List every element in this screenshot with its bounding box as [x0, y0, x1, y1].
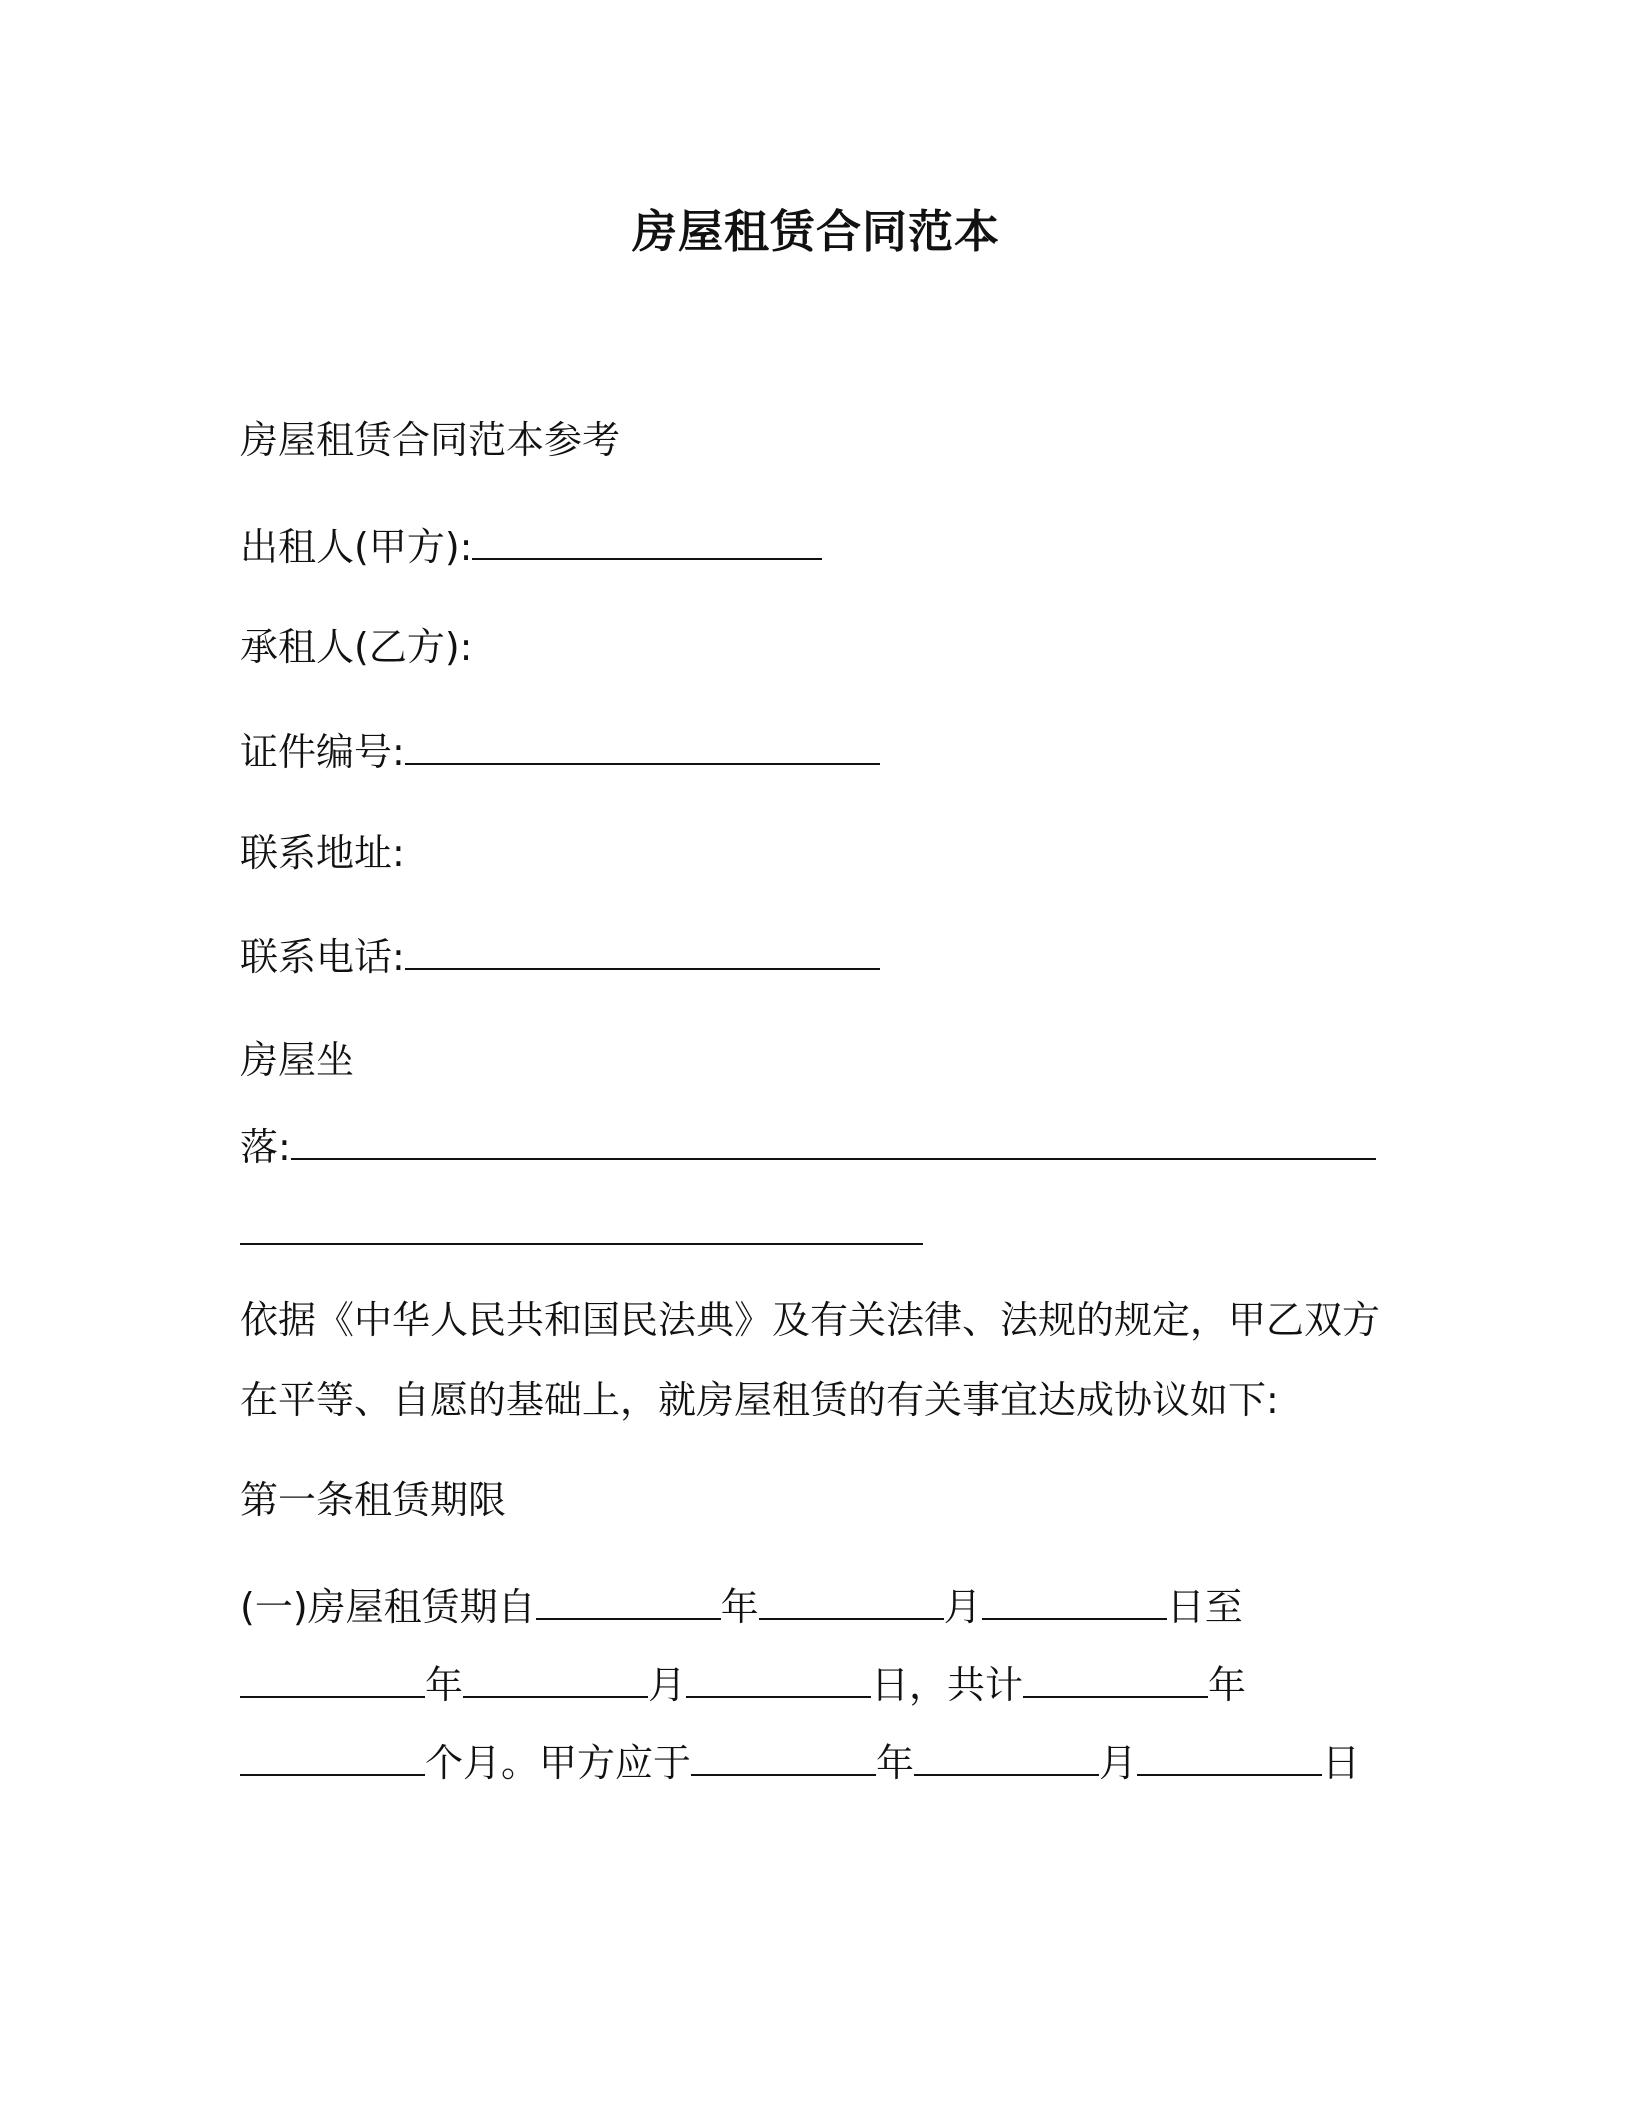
- article1-line-3: [240, 1736, 1360, 1788]
- phone-blank: [405, 930, 880, 970]
- location-field: [240, 1120, 1376, 1172]
- year-text: 年: [1208, 1663, 1247, 1707]
- article1-line-1: [240, 1580, 1243, 1632]
- total-years-blank: [1023, 1658, 1208, 1698]
- location-blank: [291, 1120, 1376, 1160]
- year-text: 年: [876, 1741, 915, 1785]
- start-day-blank: [982, 1580, 1167, 1620]
- id-blank: [405, 725, 880, 765]
- id-field: [240, 725, 880, 777]
- lease-term-start-text: (一)房屋租赁期自: [240, 1585, 536, 1629]
- phone-field: [240, 930, 880, 982]
- start-month-blank: [759, 1580, 944, 1620]
- lessor-blank: [472, 520, 822, 560]
- article1-heading: 第一条租赁期限: [240, 1478, 507, 1522]
- phone-label: 联系电话:: [240, 935, 405, 979]
- lessee-field: [240, 622, 472, 672]
- day-total-text: 日，共计: [871, 1663, 1024, 1707]
- day-to-text: 日至: [1166, 1585, 1243, 1629]
- end-year-blank: [240, 1658, 425, 1698]
- month-text: 月: [648, 1663, 687, 1707]
- lessor-field: [240, 520, 822, 572]
- id-label: 证件编号:: [240, 730, 405, 774]
- start-year-blank: [536, 1580, 721, 1620]
- end-month-blank: [463, 1658, 648, 1698]
- year-text: 年: [425, 1663, 464, 1707]
- address-field: [240, 828, 405, 878]
- deliver-year-blank: [691, 1736, 876, 1776]
- months-lessor-text: 个月。甲方应于: [425, 1741, 692, 1785]
- document-subtitle: 房屋租赁合同范本参考: [240, 418, 621, 462]
- document-title: 房屋租赁合同范本: [631, 205, 1000, 258]
- month-text: 月: [943, 1585, 982, 1629]
- deliver-month-blank: [914, 1736, 1099, 1776]
- location-label-line1: 房屋坐: [240, 1038, 355, 1082]
- end-day-blank: [686, 1658, 871, 1698]
- article1-line-2: [240, 1658, 1246, 1710]
- month-text: 月: [1099, 1741, 1138, 1785]
- intro-line-2: 在平等、自愿的基础上，就房屋租赁的有关事宜达成协议如下:: [240, 1378, 1279, 1422]
- lessor-label: 出租人(甲方):: [240, 525, 473, 569]
- address-label: 联系地址:: [240, 831, 405, 875]
- total-months-blank: [240, 1736, 425, 1776]
- location-label: 落:: [240, 1125, 291, 1169]
- location-blank-continued: [240, 1243, 923, 1245]
- day-text: 日: [1322, 1741, 1361, 1785]
- year-text: 年: [720, 1585, 759, 1629]
- deliver-day-blank: [1137, 1736, 1322, 1776]
- intro-line-1: 依据《中华人民共和国民法典》及有关法律、法规的规定，甲乙双方: [240, 1298, 1381, 1342]
- lessee-label: 承租人(乙方):: [240, 625, 473, 669]
